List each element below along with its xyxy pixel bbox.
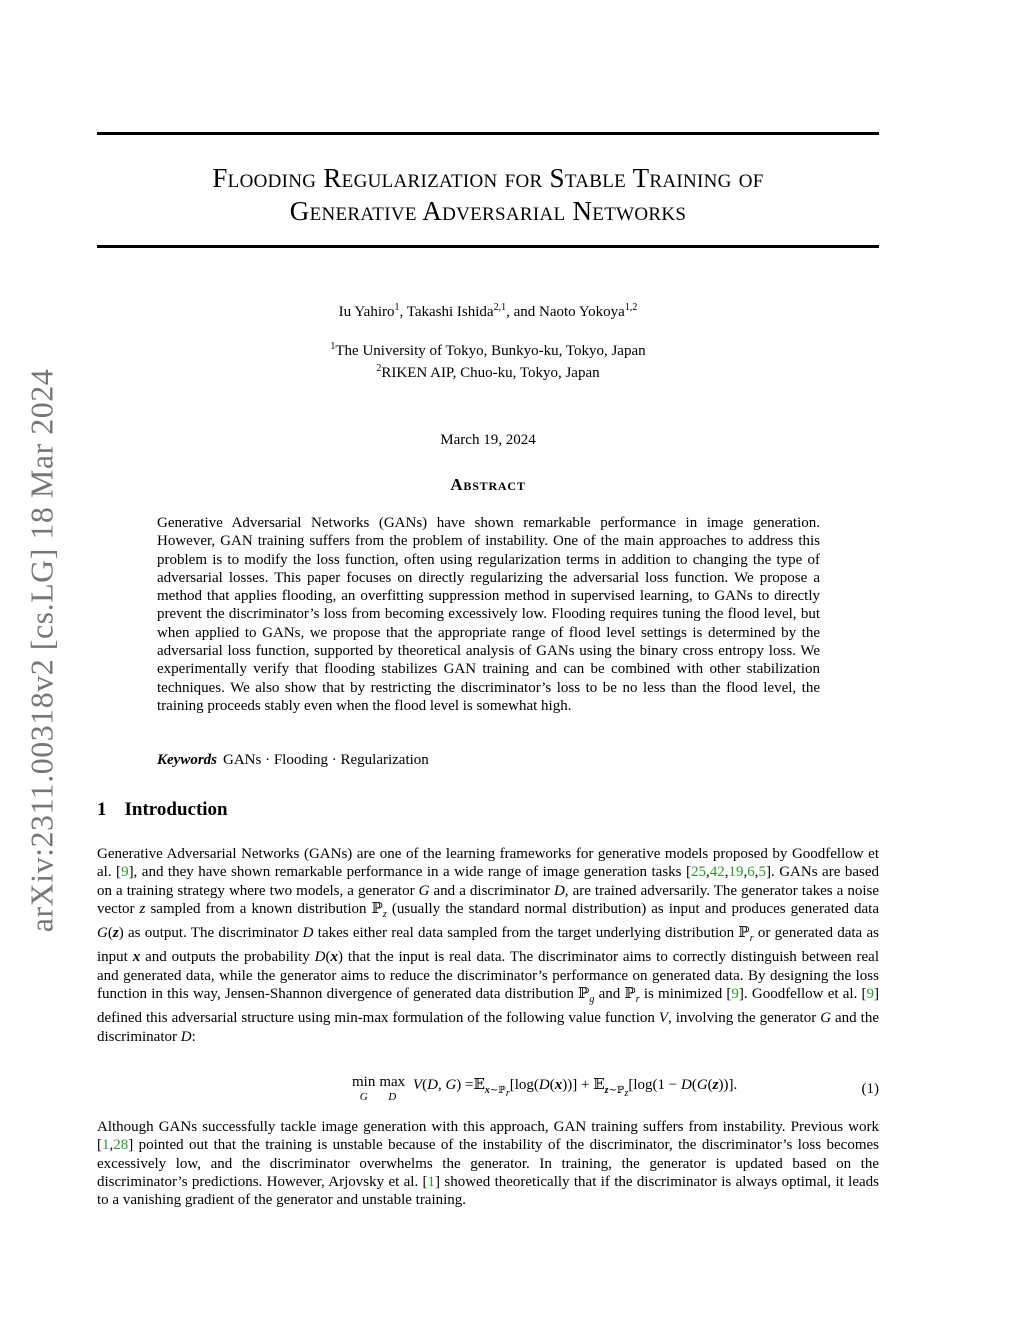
citation-link[interactable]: 9 [866,986,875,1003]
section-heading-introduction [97,799,228,821]
citation-link[interactable]: 25 [691,864,706,881]
paper-date: March 19, 2024 [440,432,536,448]
citation-link[interactable]: 42 [709,864,725,881]
abstract-heading: Abstract [450,475,526,494]
author-affil-sup: 1 [394,302,400,313]
affiliation-line [97,360,879,382]
equation-expression: min G max D V(D, G) =𝔼$_{x\sim ℙ_r}$[log(D(x))] + 𝔼$_{z\sim ℙ_z}$[log(1 − D(G(z))]. [352,1074,738,1103]
author-name: Iu Yahiro [338,304,395,320]
keywords-values: GANs · Flooding · Regularization [223,752,429,768]
affiliations [97,338,879,382]
citation-link[interactable]: 28 [113,1137,129,1154]
section-number: 1 [97,799,107,820]
affiliation-sup: 2 [376,363,382,374]
arxiv-sidebar-stamp [17,340,67,960]
affiliation-sup: 1 [330,341,336,352]
citation-link[interactable]: 1 [102,1137,110,1154]
arxiv-id-text: arXiv:2311.00318v2 [cs.LG] 18 Mar 2024 [23,368,60,932]
abstract-text: Generative Adversarial Networks (GANs) have shown remarkable performance in image generation. However, GAN training suffers from the problem of instability. One of the main approaches to address this problem is to modify the loss function, often using regularization terms in addition to changing the type of adversarial losses. This paper focuses on directly regularizing the adversarial loss function. We propose a method that applies flooding, an overfitting suppression method in supervised learning, to GANs to directly prevent the discriminator’s loss from becoming excessively low. Flooding requires tuning the flood level, but when applied to GANs, we propose that the appropriate range of flood level settings is determined by the adversarial loss function, supported by theoretical analysis of GANs using the binary cross entropy loss. We experimentally verify that flooding stabilizes GAN training and can be combined with other stabilization techniques. We also show that by restricting the discriminator’s loss to be no less than the flood level, the training proceeds stably even when the flood level is somewhat high. [157,515,820,714]
equation-1 [97,1072,879,1108]
max-operator: max D [379,1074,406,1103]
author-affil-sup: 1,2 [624,302,638,313]
author-separator: , and [506,304,539,320]
author-name: Naoto Yokoya [539,304,625,320]
citation-link[interactable]: 19 [728,864,744,881]
min-operator: min G [352,1074,376,1103]
title-line-1: Flooding Regularization for Stable Training of [212,163,764,193]
citation-link[interactable]: 5 [758,864,766,881]
intro-paragraph-2: Although GANs successfully tackle image generation with this approach, GAN training suffers from instability. Previous work [1,28] pointed out that the training is unstable because of the instability of the discriminator, the discriminator’s loss becomes excessively low, and the discriminator overwhelms the generator. In training, the generator is updated based on the discriminator’s predictions. However, Arjovsky et al. [1] showed theoretically that if the discriminator is always optimal, it leads to a vanishing gradient of the generator and unstable training. [97,1119,879,1209]
author-affil-sup: 2,1 [493,302,507,313]
citation-link[interactable]: 9 [731,986,739,1003]
affiliation-text: The University of Tokyo, Bunkyo-ku, Tokyo, Japan [335,343,646,359]
affiliation-line [97,338,879,360]
keywords-line [157,752,820,769]
title-bottom-rule [97,245,879,248]
keywords-label: Keywords [157,752,217,768]
citation-link[interactable]: 1 [427,1173,436,1190]
equation-number: (1) [861,1081,879,1097]
section-title: Introduction [124,799,228,820]
title-line-2: Generative Adversarial Networks [289,196,687,226]
citation-link[interactable]: 6 [747,864,755,881]
affiliation-text: RIKEN AIP, Chuo-ku, Tokyo, Japan [381,365,600,381]
intro-paragraph-1: Generative Adversarial Networks (GANs) are one of the learning frameworks for generative models proposed by Goodfellow et al. [9], and they have shown remarkable performance in a wide range of image generation tasks [25,42,19,6,5]. GANs are based on a training strategy where two models, a generator G and a discriminator D, are trained adversarily. The generator takes a noise vector z sampled from a known distribution ℙ$_z$ (usually the standard normal distribution) as input and produces generated data G(z) as output. The discriminator D takes either real data sampled from the target underlying distribution ℙ$_r$ or generated data as input x and outputs the probability D(x) that the input is real data. The discriminator aims to correctly distinguish between real and generated data, while the generator aims to reduce the discriminator’s performance on generated data. By designing the loss function in this way, Jensen-Shannon divergence of generated data distribution ℙ$_g$ and ℙ$_r$ is minimized [9]. Goodfellow et al. [9] defined this adversarial structure using min-max formulation of the following value function V, involving the generator G and the discriminator D: [97,846,880,1045]
author-separator: , [399,304,407,320]
title-top-rule [97,132,879,135]
paper-title [97,162,879,228]
author-name: Takashi Ishida [406,304,494,320]
author-list [97,302,879,321]
citation-link[interactable]: 9 [121,864,129,881]
